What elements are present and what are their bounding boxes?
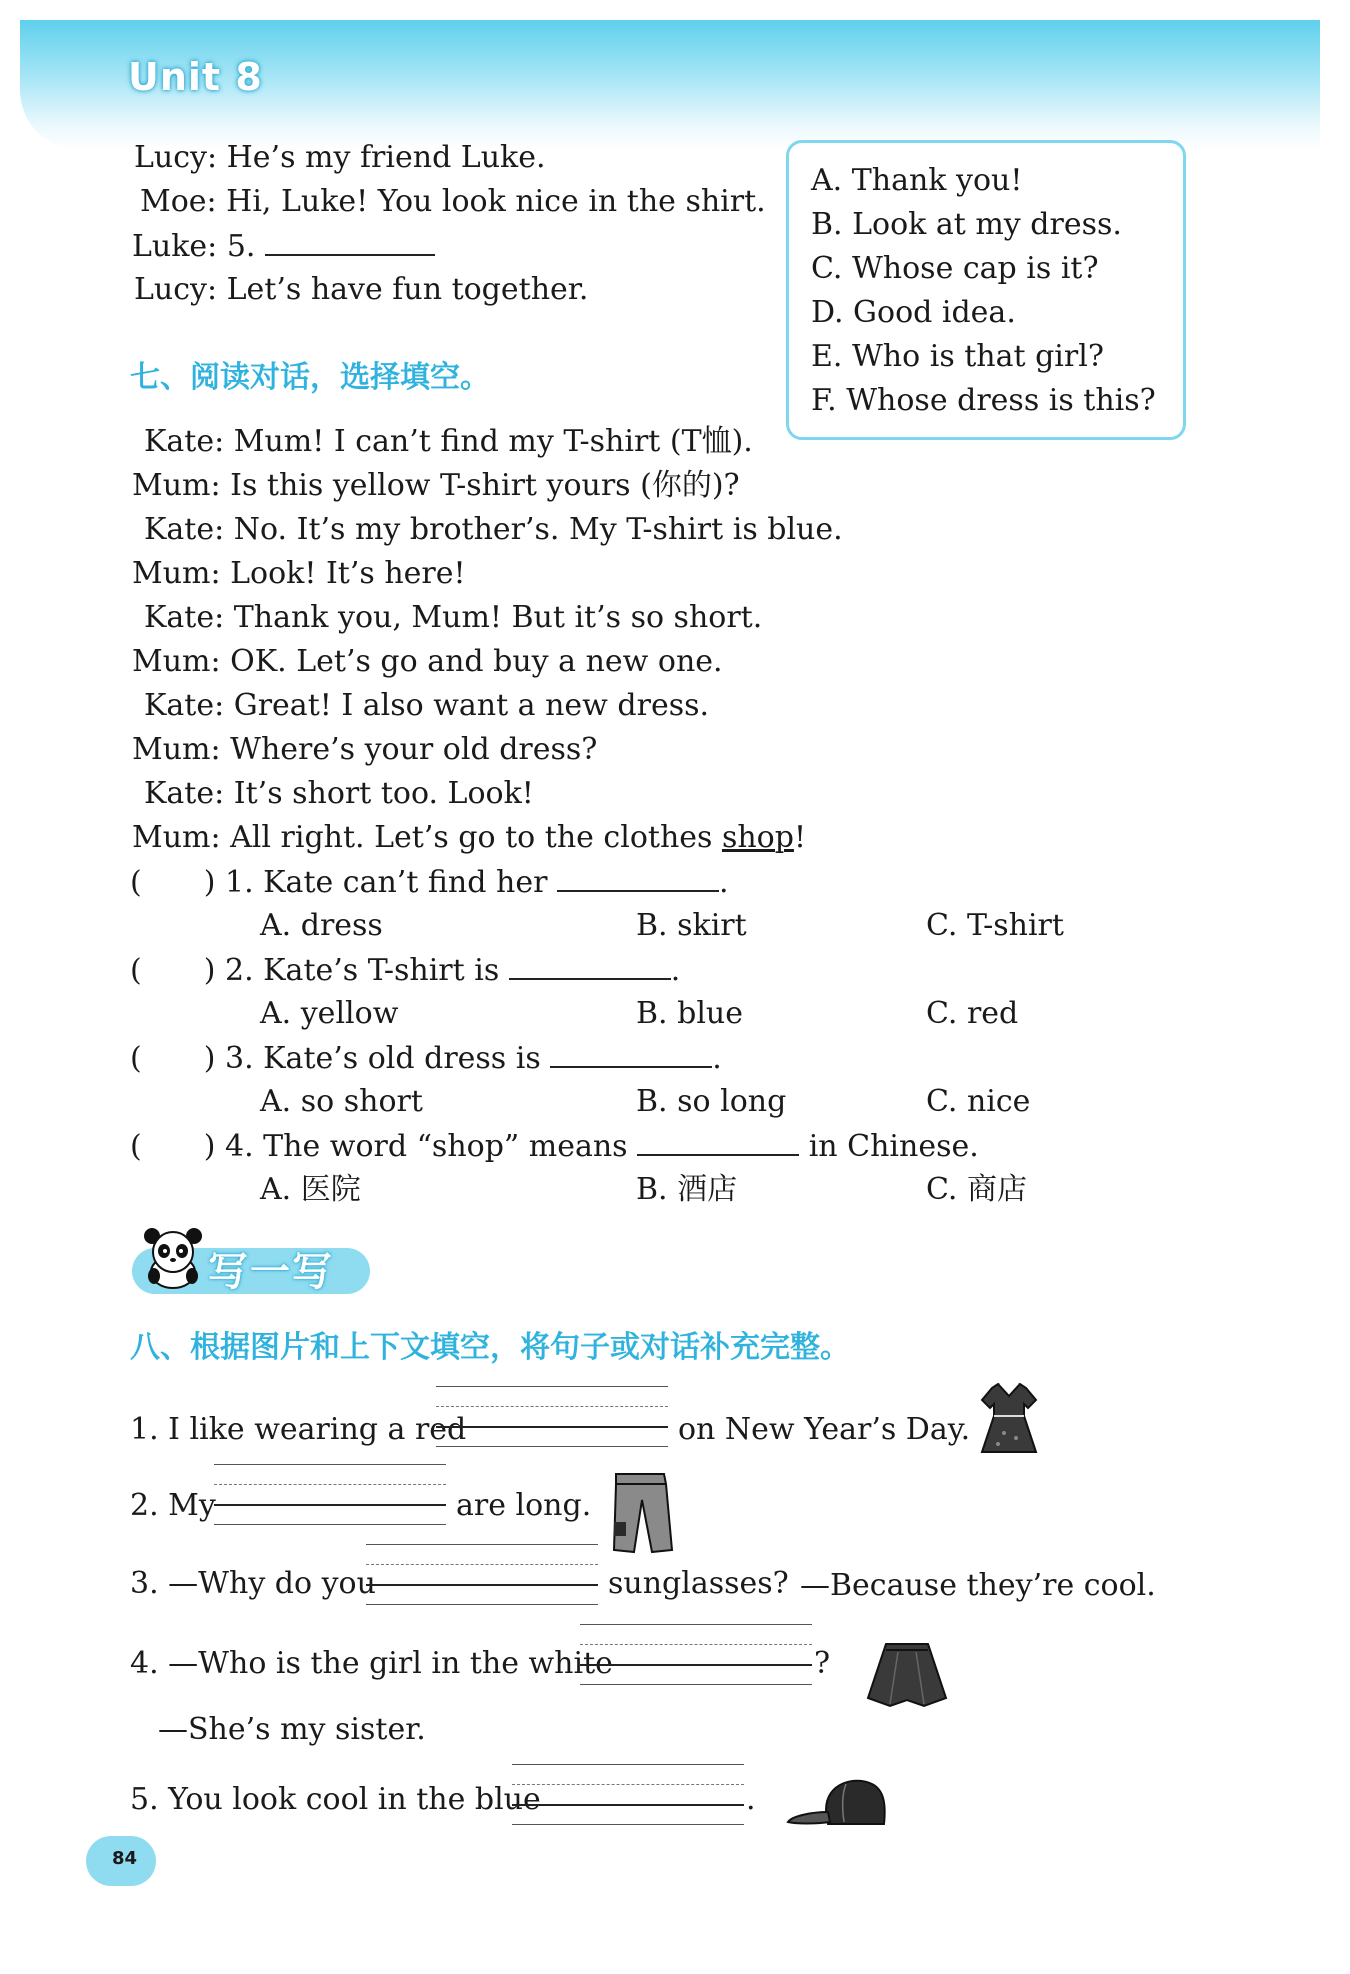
page-number: 84 (112, 1848, 138, 1869)
fill-item-2-after: are long. (456, 1488, 592, 1523)
question-end: . (718, 865, 729, 900)
writing-lines-3[interactable] (366, 1544, 598, 1606)
dialogue-text-end: ! (793, 820, 806, 855)
options-box (786, 140, 1186, 440)
dialogue-line: Kate: Thank you, Mum! But it’s so short. (144, 600, 763, 635)
unit-title: Unit 8 (128, 55, 263, 99)
answer-paren-open[interactable]: ( (130, 1129, 142, 1164)
answer-paren-open[interactable]: ( (130, 1041, 142, 1076)
answer-paren-open[interactable]: ( (130, 865, 142, 900)
choice-c[interactable]: C. T-shirt (926, 908, 1064, 943)
option-b: B. Look at my dress. (811, 207, 1122, 242)
fill-item-1-after: on New Year’s Day. (678, 1412, 971, 1447)
question-stem: 2. Kate’s T-shirt is (224, 953, 500, 988)
trousers-icon (606, 1470, 676, 1556)
dialogue-line: Mum: OK. Let’s go and buy a new one. (132, 644, 723, 679)
question-blank[interactable] (557, 862, 719, 892)
choice-a[interactable]: A. yellow (260, 996, 399, 1031)
choice-c[interactable]: C. red (926, 996, 1019, 1031)
option-e: E. Who is that girl? (811, 339, 1104, 374)
writing-lines-5[interactable] (512, 1764, 744, 1826)
fill-item-1-text: 1. I like wearing a red (130, 1412, 467, 1447)
option-c: C. Whose cap is it? (811, 251, 1099, 286)
question-end: . (712, 1041, 722, 1076)
choice-b[interactable]: B. so long (636, 1084, 787, 1119)
option-d: D. Good idea. (811, 295, 1016, 330)
answer-paren-open[interactable]: ( (130, 953, 142, 988)
choice-a[interactable]: A. dress (260, 908, 383, 943)
choice-b[interactable]: B. skirt (636, 908, 747, 943)
dialogue-line-last (132, 818, 806, 858)
dialogue-line: Mum: Where’s your old dress? (132, 732, 598, 767)
option-a: A. Thank you! (811, 163, 1023, 198)
dialogue-line: Kate: It’s short too. Look! (144, 776, 534, 811)
cap-icon (786, 1774, 888, 1832)
fill-item-4-text: 4. —Who is the girl in the white (130, 1646, 613, 1681)
dialogue-line: Mum: Look! It’s here! (132, 556, 466, 591)
question-blank[interactable] (550, 1038, 712, 1068)
question-blank[interactable] (637, 1126, 799, 1156)
write-banner-label: 写一写 (208, 1249, 334, 1295)
skirt-icon (864, 1640, 950, 1710)
dialogue-line: Moe: Hi, Luke! You look nice in the shirt. (140, 184, 766, 219)
dialogue-line: Lucy: He’s my friend Luke. (134, 140, 546, 175)
question-blank[interactable] (509, 950, 671, 980)
answer-paren-close: ) (203, 865, 216, 900)
question-1 (130, 862, 729, 903)
choice-b[interactable]: B. blue (636, 996, 743, 1031)
dialogue-text: Luke: 5. (132, 229, 256, 264)
writing-lines-1[interactable] (436, 1386, 668, 1448)
dress-icon (974, 1378, 1044, 1458)
answer-paren-close: ) (203, 1129, 216, 1164)
choice-a[interactable]: A. so short (260, 1084, 423, 1119)
fill-item-4-reply: —She’s my sister. (158, 1712, 426, 1747)
question-4 (130, 1126, 979, 1167)
fill-item-3-reply: —Because they’re cool. (800, 1568, 1156, 1603)
choice-b[interactable]: B. 酒店 (636, 1172, 738, 1207)
answer-paren-close: ) (203, 1041, 216, 1076)
choice-c[interactable]: C. nice (926, 1084, 1031, 1119)
dialogue-line: Lucy: Let’s have fun together. (134, 272, 589, 307)
fill-item-5-text: 5. You look cool in the blue (130, 1782, 541, 1817)
question-stem: 1. Kate can’t find her (224, 865, 548, 900)
option-f: F. Whose dress is this? (811, 383, 1156, 418)
fill-item-2-text: 2. My (130, 1488, 216, 1523)
choice-c[interactable]: C. 商店 (926, 1172, 1027, 1207)
writing-lines-2[interactable] (214, 1464, 446, 1526)
section-7-title: 七、阅读对话，选择填空。 (130, 360, 490, 395)
question-end: in Chinese. (808, 1129, 979, 1164)
writing-lines-4[interactable] (580, 1624, 812, 1686)
section-8-title: 八、根据图片和上下文填空，将句子或对话补充完整。 (130, 1330, 850, 1365)
fill-item-5-after: . (746, 1782, 756, 1817)
dialogue-line: Kate: Great! I also want a new dress. (144, 688, 710, 723)
dialogue-line-luke (132, 226, 435, 267)
fill-item-3-after: sunglasses? (608, 1566, 789, 1601)
panda-icon (140, 1226, 206, 1290)
dialogue-text: Mum: All right. Let’s go to the clothes (132, 820, 722, 855)
question-stem: 3. Kate’s old dress is (224, 1041, 541, 1076)
underlined-word-shop: shop (721, 820, 794, 855)
question-end: . (670, 953, 681, 988)
fill-item-3-text: 3. —Why do you (130, 1566, 376, 1601)
question-stem: 4. The word “shop” means (224, 1129, 628, 1164)
question-3 (130, 1038, 722, 1079)
choice-a[interactable]: A. 医院 (260, 1172, 361, 1207)
answer-blank-5[interactable] (265, 226, 435, 256)
dialogue-line: Kate: No. It’s my brother’s. My T-shirt is blue. (144, 512, 843, 547)
answer-paren-close: ) (203, 953, 216, 988)
question-2 (130, 950, 680, 991)
dialogue-line: Kate: Mum! I can’t find my T-shirt (T恤). (144, 424, 753, 459)
fill-item-4-after: ? (814, 1646, 831, 1681)
dialogue-line: Mum: Is this yellow T-shirt yours (你的)? (132, 468, 740, 503)
